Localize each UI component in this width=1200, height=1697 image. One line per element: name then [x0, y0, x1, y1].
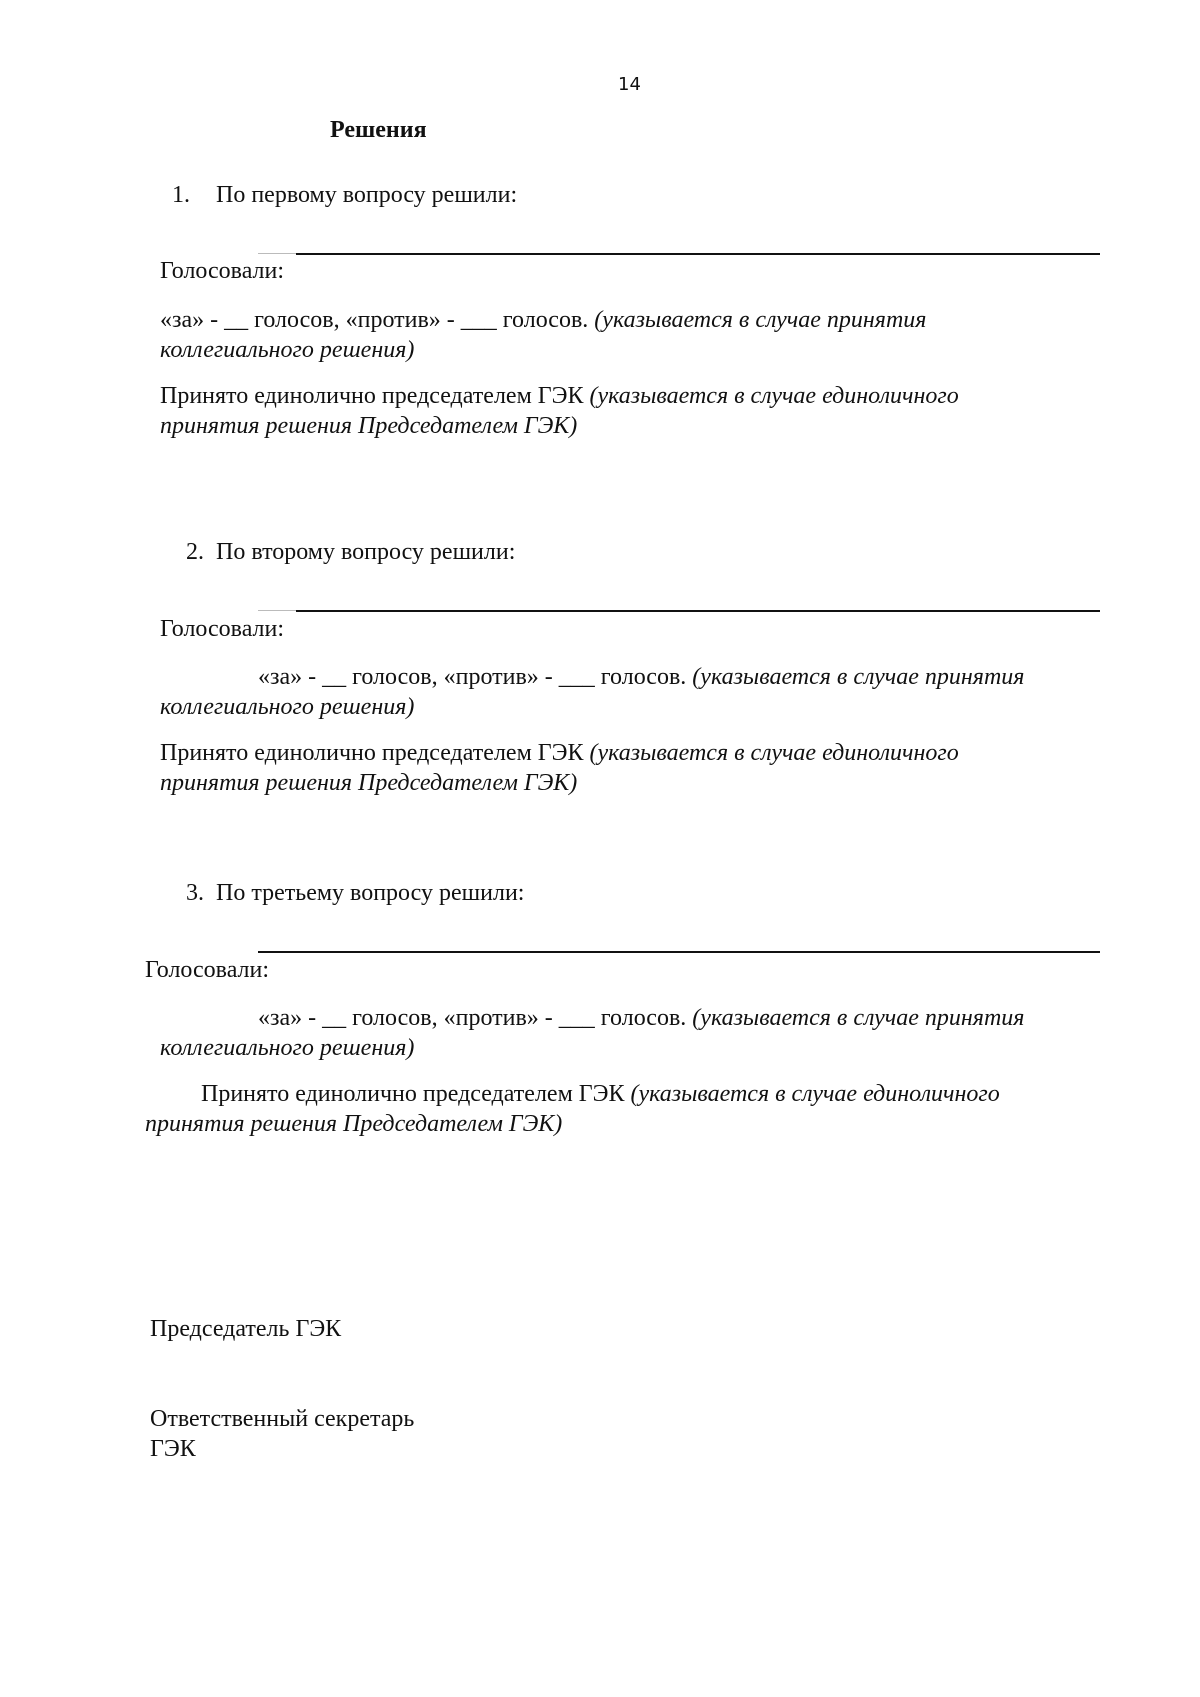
secretary-label: Ответственный секретарь — [150, 1406, 415, 1432]
chairman-label: Председатель ГЭК — [150, 1316, 342, 1342]
votes-note-cont: коллегиального решения) — [160, 694, 415, 720]
votes-note-cont: коллегиального решения) — [160, 337, 415, 363]
votes-text: «за» - __ голосов, «против» - ___ голосов. — [258, 664, 687, 690]
page-number: 14 — [618, 74, 641, 95]
voted-label: Голосовали: — [160, 258, 285, 284]
votes-note-cont: коллегиального решения) — [160, 1035, 415, 1061]
votes-note: (указывается в случае принятия — [692, 1005, 1025, 1031]
votes-line — [258, 662, 1024, 692]
votes-line — [258, 1003, 1024, 1033]
section-heading: Решения — [330, 117, 427, 143]
votes-note: (указывается в случае принятия — [594, 307, 927, 333]
sole-text: Принято единолично председателем ГЭК — [160, 740, 584, 766]
sole-note: (указывается в случае единоличного — [630, 1081, 1000, 1107]
item-question: По второму вопросу решили: — [216, 539, 516, 565]
sole-note-cont: принятия решения Председателем ГЭК) — [160, 413, 578, 439]
voted-label: Голосовали: — [145, 957, 270, 983]
answer-rule-lead — [258, 253, 296, 254]
answer-rule-lead — [258, 610, 296, 611]
sole-text: Принято единолично председателем ГЭК — [201, 1081, 625, 1107]
item-number: 2. — [186, 539, 204, 565]
item-number: 3. — [186, 880, 204, 906]
voted-label: Голосовали: — [160, 616, 285, 642]
answer-rule — [258, 951, 1100, 953]
votes-text: «за» - __ голосов, «против» - ___ голосов. — [258, 1005, 687, 1031]
sole-text: Принято единолично председателем ГЭК — [160, 383, 584, 409]
secretary-label-cont: ГЭК — [150, 1436, 196, 1462]
sole-line — [160, 738, 959, 768]
sole-note-cont: принятия решения Председателем ГЭК) — [160, 770, 578, 796]
votes-note: (указывается в случае принятия — [692, 664, 1025, 690]
item-question: По первому вопросу решили: — [216, 182, 518, 208]
item-number: 1. — [172, 182, 190, 208]
votes-line — [160, 305, 926, 335]
answer-rule — [296, 253, 1100, 255]
sole-line — [160, 381, 959, 411]
item-question: По третьему вопросу решили: — [216, 880, 525, 906]
answer-rule — [296, 610, 1100, 612]
votes-text: «за» - __ голосов, «против» - ___ голосов. — [160, 307, 589, 333]
sole-note: (указывается в случае единоличного — [589, 740, 959, 766]
sole-note: (указывается в случае единоличного — [589, 383, 959, 409]
sole-note-cont: принятия решения Председателем ГЭК) — [145, 1111, 563, 1137]
sole-line — [201, 1079, 1000, 1109]
